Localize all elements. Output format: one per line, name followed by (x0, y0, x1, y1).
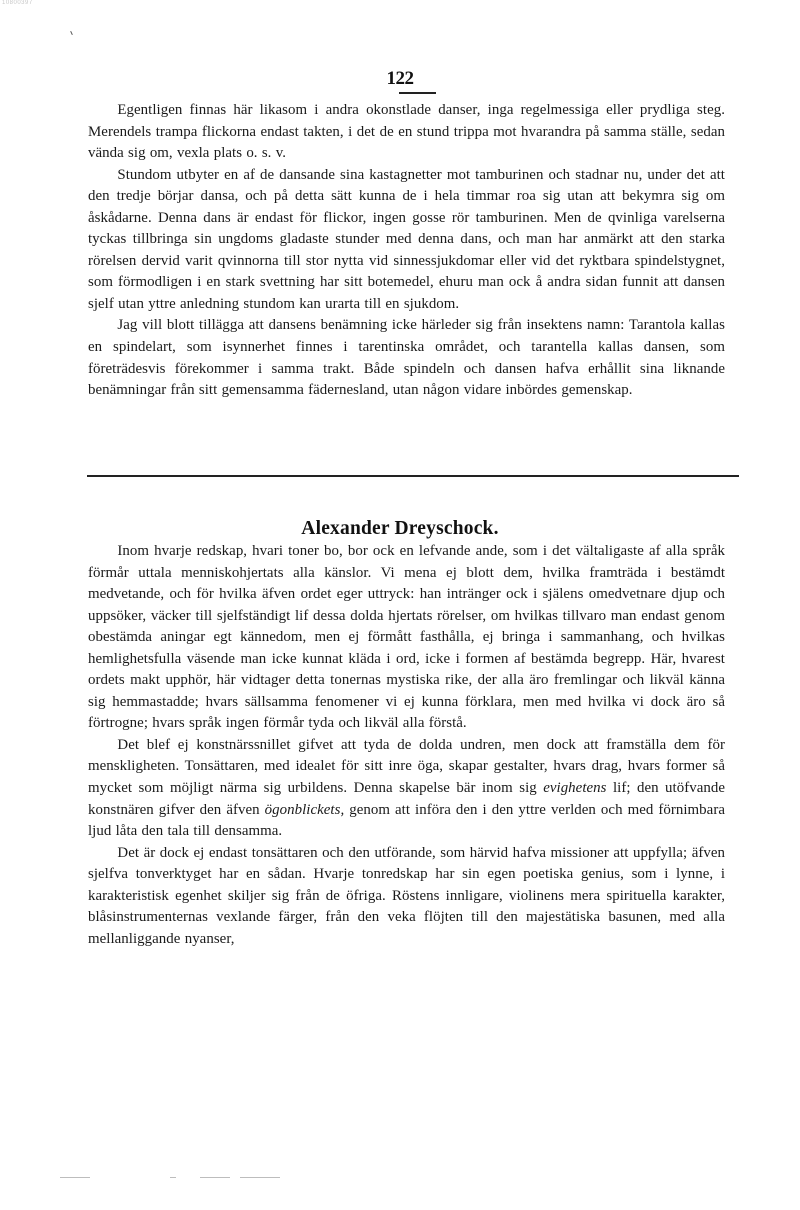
text-run: genom att införa den i den yttre verlden och med förnimbara ljud låta den tala till densamma. (88, 800, 725, 840)
page-number-underline (399, 92, 436, 94)
italic-run: ögonblickets, (264, 800, 345, 818)
italic-run: evighetens (543, 779, 607, 797)
stray-ink-mark (70, 31, 73, 35)
scan-identifier: 10800397 (2, 0, 33, 6)
scan-bottom-artifacts (60, 1177, 290, 1179)
section-tarantella-text (88, 99, 738, 401)
section-heading: Alexander Dreyschock. (301, 518, 499, 540)
section-dreyschock-text (88, 540, 738, 949)
section-divider-rule (87, 475, 739, 477)
page-number: 122 (386, 68, 414, 89)
text-run: lif; den utöfvande konstnären gifver den äfven (88, 779, 725, 818)
text-run: Det är dock ej endast tonsättaren och den utförande, som härvid hafva missioner att uppfylla; äfven sjelfva tonverktyget har en sådan. Hvarje tonredskap har sin egen poetiska genius, som i lynne, i karakteristisk egenhet skiljer sig från de öfriga. Röstens innligare, violinens mera spirituella karakter, blåsinstrumenternas vexlande färger, från den veka flöjten till den majestätiska basunen, med alla mellanliggande nyanser, (88, 843, 725, 947)
paragraph (88, 734, 725, 842)
paragraph: Jag vill blott tillägga att dansens benämning icke härleder sig från insektens namn: Tarantola kallas en spindelart, som isynnerhet finnes i tarentinska området, och tarantella kallas dansen, som företrädesvis förekommer i samma trakt. Både spindeln och dansen hafva erhållit sina liknande benämningar från sitt gemensamma fädernesland, utan någon vidare inbördes gemenskap. (88, 316, 725, 399)
paragraph: Stundom utbyter en af de dansande sina kastagnetter mot tamburinen och stadnar nu, under det att den tredje börjar dansa, och på detta sätt kunna de i hela timmar roa sig utan att bekymra sig om åskådarne. Denna dans är endast för flickor, ingen gosse rör tamburinen. Men de qvinliga varelserna tyckas tillbringa sin ungdoms gladaste stunder med denna dans, och man har anmärkt att den starka rörelsen dervid varit qvinnorna till stor nytta vid sinnessjukdomar eller vid det ryktbara spindelstygnet, som förmodligen i en stark svettning har sitt botemedel, ehuru man ock å andra sidan funnit att dansen sjelf utan yttre anledning stundom kan urarta till en sjukdom. (88, 165, 725, 312)
text-run: Det blef ej konstnärssnillet gifvet att tyda de dolda undren, men dock att framställa dem för menskligheten. Tonsättaren, med idealet för sitt inre öga, skapar gestalter, hvars drag, hvars former så mycket som möjligt närma sig urbildens. Denna skapelse bär inom sig (88, 735, 725, 797)
paragraph: Egentligen finnas här likasom i andra okonstlade danser, inga regelmessiga eller prydliga steg. Merendels trampa flickorna endast takten, i det de en stund trippa mot hvarandra på samma ställe, sedan vända sig om, vexla plats o. s. v. (88, 101, 725, 162)
paragraph (88, 842, 725, 950)
paragraph (88, 540, 725, 734)
text-run: Inom hvarje redskap, hvari toner bo, bor ock en lefvande ande, som i det vältaligaste af alla språk förmår uttala menniskohjertats alla känslor. Vi mena ej blott dem, hvilka framträda i bestämdt medvetande, och för hvilka äfven ordet eger uttryck: han intränger ock i själens omedvetnare djup och uppsöker, väcker till sjelfständigt lif dessa dolda hjertats rörelser, om hvilkas tillvaro man endast genom obestämda aningar egt kännedom, men ej förmått fasthålla, ej bringa i sammanhang, och hvilkas hemlighetsfulla väsende man icke kunnat kläda i ord, icke i formen af bestämda begrepp. Här, hvarest ordets makt upphör, här vidtager detta tonernas mystiska rike, der alla äro fremlingar och likväl känna sig hemmastadde; hvars sällsamma fenomener vi ej kunna förklara, men med hvilka vi dock äro så förtrogne; hvars språk ingen förmår tyda och likväl alla förstå. (88, 542, 725, 732)
